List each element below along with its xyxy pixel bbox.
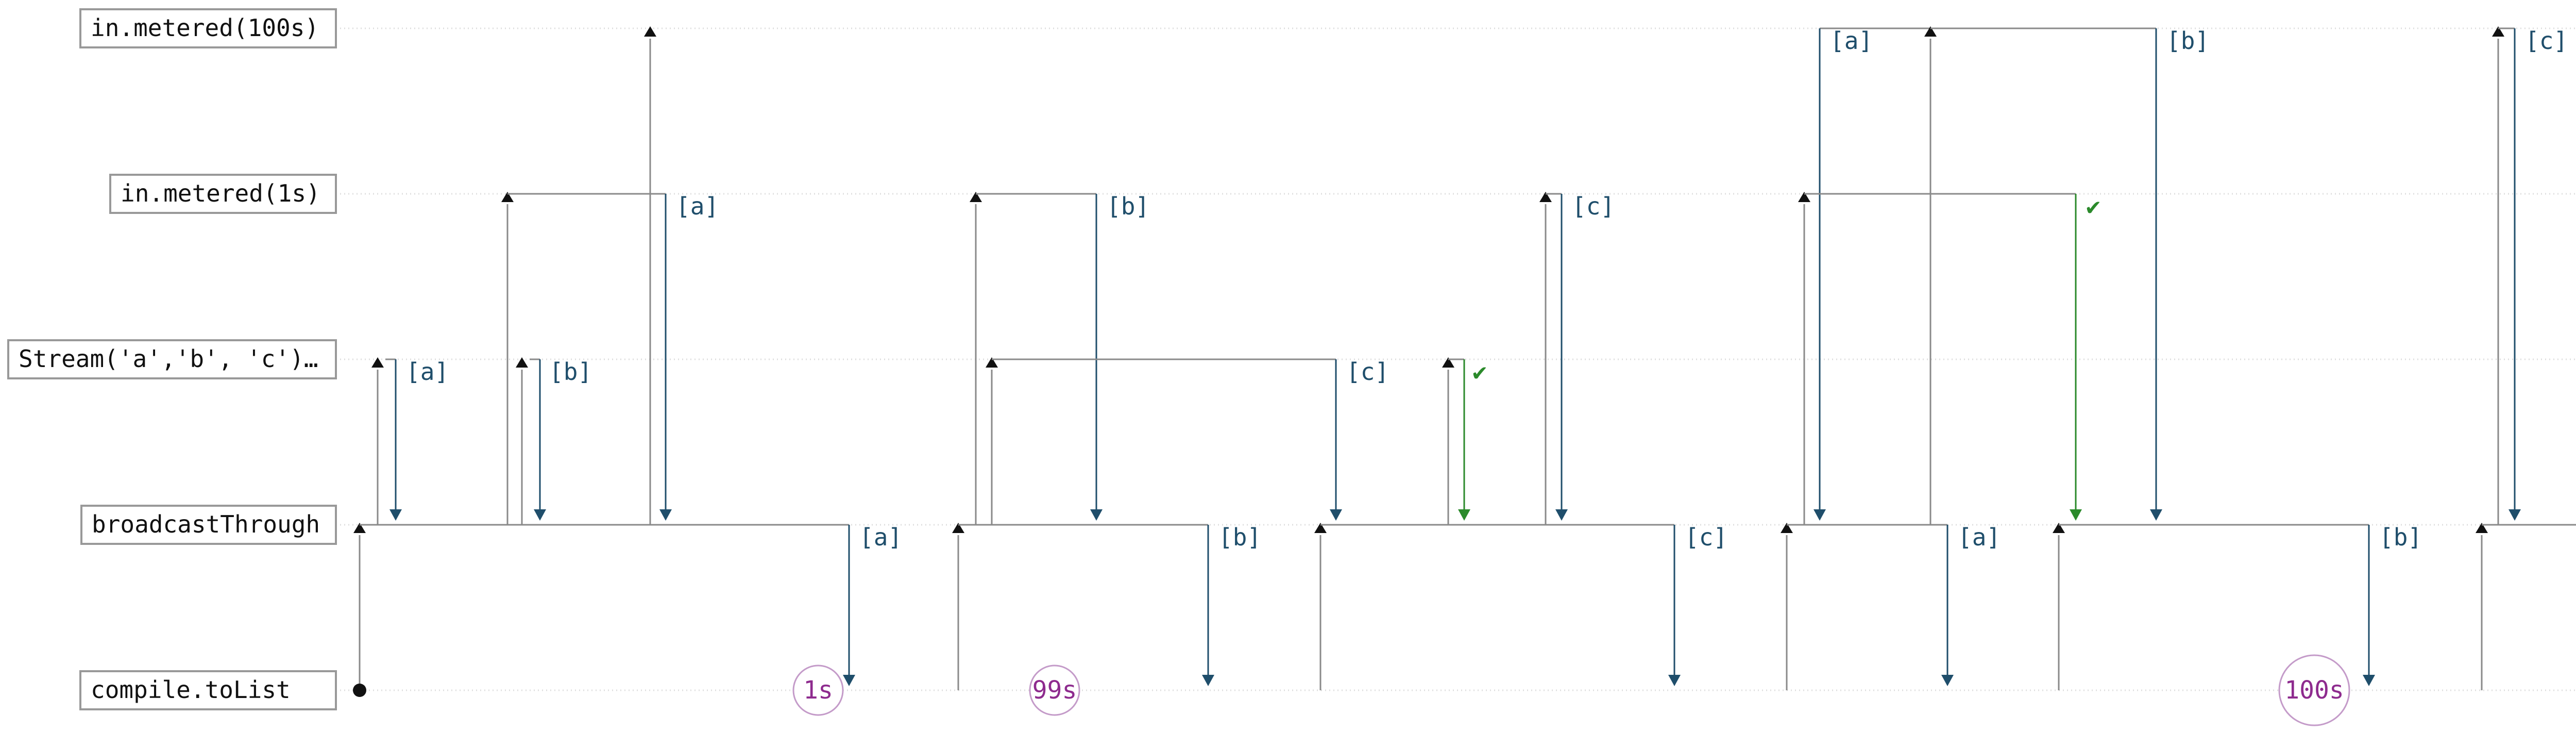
event-11 [986, 357, 998, 525]
lane-labels [8, 9, 336, 709]
event-21 [1781, 523, 1793, 690]
push-arrowhead [843, 675, 855, 686]
event-2 [385, 358, 449, 521]
event-12 [976, 192, 1149, 521]
event-value: [a] [1830, 27, 1873, 55]
event-value: ✔ [1472, 358, 1487, 386]
event-value: ✔ [2086, 192, 2100, 220]
event-24 [1787, 523, 2001, 686]
push-arrowhead [1090, 509, 1103, 521]
delay-label: 100s [2284, 676, 2344, 705]
event-value: [b] [1107, 192, 1150, 220]
event-4 [516, 357, 528, 525]
lane-label-text: broadcastThrough [92, 510, 320, 538]
event-value: [b] [1218, 523, 1262, 551]
event-33 [2482, 523, 2576, 686]
event-8 [360, 523, 902, 686]
event-value: [a] [1958, 523, 2001, 551]
push-arrowhead [2150, 509, 2162, 521]
lane-label-text: in.metered(100s) [91, 14, 319, 42]
event-value: [b] [2166, 27, 2210, 55]
lane-label-stream [8, 340, 336, 378]
event-25 [1924, 26, 1937, 525]
push-arrowhead [2070, 509, 2082, 521]
lane-label-text: in.metered(1s) [121, 179, 320, 207]
push-arrowhead [1555, 509, 1568, 521]
event-value: [c] [2525, 27, 2568, 55]
push-arrowhead [1330, 509, 1342, 521]
push-arrowhead [1814, 509, 1826, 521]
delay-marker-0 [793, 666, 843, 715]
push-arrowhead [1458, 509, 1470, 521]
event-18 [1539, 192, 1552, 525]
event-28 [1930, 27, 2209, 521]
lane-label-text: Stream('a','b', 'c')… [19, 345, 318, 373]
delay-label: 99s [1032, 676, 1077, 705]
event-5 [530, 358, 592, 521]
event-arrows [353, 26, 2576, 697]
event-0 [353, 523, 366, 690]
event-19 [1546, 192, 1615, 521]
event-13 [958, 523, 1261, 686]
push-arrowhead [659, 509, 672, 521]
delay-label: 1s [803, 676, 833, 705]
event-value: [a] [859, 523, 903, 551]
event-10 [970, 192, 982, 525]
event-31 [2492, 26, 2504, 525]
event-value: [c] [1572, 192, 1615, 220]
push-arrowhead [1668, 675, 1681, 686]
push-arrowhead [2509, 509, 2521, 521]
event-value: [c] [1685, 523, 1728, 551]
lane-label-broadcast [81, 506, 336, 544]
event-value: [a] [406, 358, 449, 386]
lane-label-metered1 [110, 175, 336, 213]
event-value: [b] [2379, 523, 2422, 551]
delay-marker-2 [2279, 655, 2349, 725]
event-29 [2059, 523, 2422, 686]
push-arrowhead [1202, 675, 1214, 686]
event-value: [b] [549, 358, 592, 386]
event-3 [501, 192, 514, 525]
push-arrowhead [534, 509, 546, 521]
event-26 [1804, 192, 2100, 521]
event-20 [1320, 523, 1727, 686]
event-22 [1798, 192, 1810, 525]
lane-label-metered100 [80, 9, 336, 47]
event-6 [644, 26, 656, 525]
event-17 [1448, 358, 1487, 521]
push-arrowhead [2363, 675, 2375, 686]
push-arrowhead [1941, 675, 1954, 686]
event-9 [952, 523, 964, 690]
event-1 [371, 357, 384, 525]
push-arrowhead [389, 509, 402, 521]
lane-label-compile [80, 671, 336, 709]
event-27 [2053, 523, 2065, 690]
event-value: [a] [676, 192, 719, 220]
event-15 [1314, 523, 1327, 690]
event-23 [1814, 27, 1930, 521]
delay-marker-1 [1030, 666, 1079, 715]
event-value: [c] [1346, 358, 1389, 386]
event-32 [2498, 27, 2568, 521]
event-16 [1442, 357, 1454, 525]
event-14 [992, 358, 1389, 521]
start-dot [353, 684, 366, 697]
lane-label-text: compile.toList [91, 676, 291, 704]
event-30 [2476, 523, 2488, 690]
